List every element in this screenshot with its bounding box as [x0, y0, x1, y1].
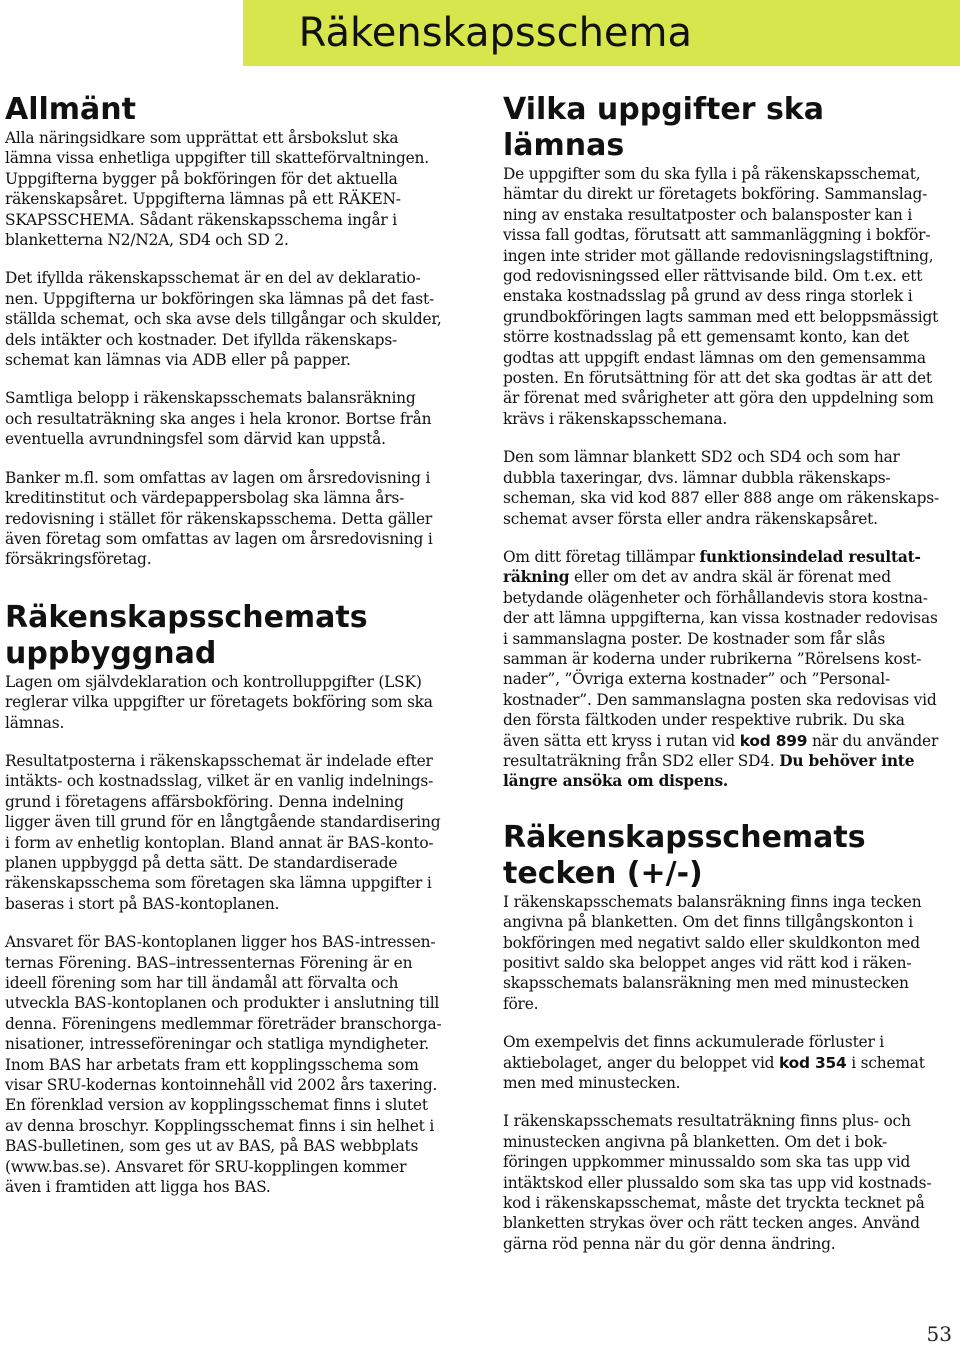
text-line: föringen uppkommer minussaldo som ska tas upp vid: [503, 1153, 911, 1172]
text-line: intäkts- och kostnadsslag, vilket är en vanlig indelnings-: [5, 772, 434, 791]
text-line: Resultatposterna i räkenskapsschemat är indelade efter: [5, 751, 433, 770]
text-line: utveckla BAS-kontoplanen och produkter i anslutning till: [5, 994, 440, 1013]
text-line: blanketten strykas över och rätt tecken anges. Använd: [503, 1214, 920, 1233]
bold-note: längre ansöka om dispens.: [503, 772, 729, 791]
text-line: men med minustecken.: [503, 1074, 681, 1093]
text-line: och resultaträkning ska anges i hela kronor. Bortse från: [5, 409, 432, 428]
text-line: Samtliga belopp i räkenskapsschemats balansräkning: [5, 389, 416, 408]
text-line: grundbokföringen lagts samman med ett beloppsmässigt: [503, 307, 939, 326]
text-line: denna. Föreningens medlemmar företräder branschorga-: [5, 1014, 442, 1033]
text-line: räkenskapsschema som företagen ska lämna uppgifter i: [5, 874, 432, 893]
text-line: betydande olägenheter och förhållandevis stora kostna-: [503, 588, 928, 607]
text-line: I räkenskapsschemats resultaträkning finns plus- och: [503, 1112, 911, 1131]
paragraph: [5, 932, 457, 1197]
text-line: positivt saldo ska beloppet anges vid rätt kod i räken-: [503, 954, 912, 972]
paragraph: [5, 672, 457, 733]
text-line: der att lämna uppgifterna, kan vissa kostnader redovisas: [503, 609, 938, 628]
text-line: i sammanslagna poster. De kostnader som får slås: [503, 629, 886, 648]
text-line: minustecken angivna på blanketten. Om det i bok-: [503, 1132, 888, 1151]
text-line: enstaka kostnadsslag på grund av dess ringa storlek i: [503, 287, 913, 306]
text-line: ideell förening som har till ändamål att förvalta och: [5, 974, 399, 992]
text-line: dels intäkter och kostnader. Det ifyllda räkenskaps-: [5, 330, 398, 349]
text-line: scheman, ska vid kod 887 eller 888 ange om räkenskaps-: [503, 489, 939, 508]
text-line: den första fältkoden under respektive rubrik. Du ska: [503, 711, 905, 730]
section-heading-what-to-submit: Vilka uppgifter ska lämnas: [503, 92, 824, 163]
text-line: även sätta ett kryss i rutan vid kod 899 när du använder: [503, 731, 939, 750]
heading-line: tecken (+/-): [503, 855, 703, 891]
text-line: Om exempelvis det finns ackumulerade förluster i: [503, 1033, 885, 1052]
text-line: grund i företagens affärsbokföring. Denna indelning: [5, 792, 404, 811]
text-line: större kostnadsslag på ett gemensamt konto, kan det: [503, 328, 909, 347]
code-reference: kod 354: [779, 1053, 847, 1072]
text-line: Alla näringsidkare som upprättat ett årsbokslut ska: [5, 129, 399, 147]
text-line: hämtar du direkt ur företagets bokföring. Sammanslag-: [503, 185, 928, 204]
text-line: (www.bas.se). Ansvaret för SRU-kopplingen kommer: [5, 1157, 407, 1176]
text-line: vissa fall godtas, förutsatt att sammanläggning i bokför-: [503, 226, 931, 245]
text-line: lämna vissa enhetliga uppgifter till skatteförvaltningen.: [5, 149, 429, 168]
text-line: kostnader”. Den sammanslagna posten ska redovisas vid: [503, 690, 937, 709]
text-line: schemat avser första eller andra räkenskapsåret.: [503, 509, 878, 528]
text-line: redovisning i stället för räkenskapsschema. Detta gäller: [5, 509, 433, 528]
section-heading-structure: [5, 600, 457, 672]
text-line: nen. Uppgifterna ur bokföringen ska lämnas på det fast-: [5, 289, 434, 308]
text-line: krävs i räkenskapsschemana.: [503, 409, 728, 428]
text-line: ternas Förening. BAS–intressenternas Förening är en: [5, 953, 413, 972]
text-line: skapsschemats balansräkning men med minustecken: [503, 974, 909, 993]
text-line: angivna på blanketten. Om det finns tillgångskonton i: [503, 913, 914, 932]
text-lines: [503, 588, 955, 731]
text-line: räkning eller om det av andra skäl är förenat med: [503, 568, 891, 587]
bold-note: Du behöver inte: [779, 751, 915, 770]
text-line: kreditinstitut och värdepappersbolag ska lämna års-: [5, 489, 405, 508]
right-column: [503, 92, 955, 1254]
text-line: planen uppbyggd på detta sätt. De standardiserade: [5, 853, 398, 872]
text-line: De uppgifter som du ska fylla i på räkenskapsschemat,: [503, 165, 921, 183]
paragraph: [503, 447, 955, 529]
text-line: Lagen om självdeklaration och kontrolluppgifter (LSK): [5, 672, 422, 691]
text-line: blanketterna N2/N2A, SD4 och SD 2.: [5, 231, 289, 250]
text-line: I räkenskapsschemats balansräkning finns inga tecken: [503, 892, 922, 911]
text-line: även företag som omfattas av lagen om årsredovisning i: [5, 529, 433, 548]
text-line: Ansvaret för BAS-kontoplanen ligger hos BAS-intressen-: [5, 933, 436, 952]
paragraph-functional-income-statement: [503, 547, 955, 792]
text-line: bokföringen med negativt saldo eller skuldkonton med: [503, 933, 920, 952]
text-line: ställda schemat, och ska avse dels tillgångar och skulder,: [5, 310, 442, 329]
text-line: nisationer, intresseföreningar och statliga myndigheter.: [5, 1035, 429, 1054]
text-line: posten. En förutsättning för att det ska godtas är att det: [503, 369, 932, 388]
paragraph: [503, 892, 955, 1014]
paragraph: [5, 468, 457, 570]
page-number: 53: [926, 1322, 952, 1346]
text-line: Uppgifterna bygger på bokföringen för det aktuella: [5, 169, 398, 188]
text-line: reglerar vilka uppgifter ur företagets bokföring som ska: [5, 693, 433, 712]
text-line: före.: [503, 994, 539, 1013]
heading-line: Räkenskapsschemats: [5, 599, 368, 635]
text-line: Det ifyllda räkenskapsschemat är en del av deklaratio-: [5, 269, 421, 288]
text-line: visar SRU-kodernas kontoinnehåll vid 2002 års taxering.: [5, 1076, 438, 1095]
text-line: baseras i stort på BAS-kontoplanen.: [5, 894, 280, 913]
text-line: aktiebolaget, anger du beloppet vid kod 354 i schemat: [503, 1053, 925, 1072]
text-line: kod i räkenskapsschemat, måste det tryckta tecknet på: [503, 1194, 925, 1213]
text-line: godtas att uppgift endast lämnas om den gemensamma: [503, 348, 926, 367]
bold-term: räkning: [503, 568, 570, 587]
paragraph: [503, 1111, 955, 1254]
text-line: är förenat med svårigheter att göra den uppdelning som: [503, 389, 934, 408]
text-line: ning av enstaka resultatposter och balansposter kan i: [503, 205, 913, 224]
text-line: gärna röd penna när du gör denna ändring.: [503, 1234, 836, 1253]
text-line: En förenklad version av kopplingsschemat finns i slutet: [5, 1096, 428, 1115]
bold-term: funktionsindelad resultat-: [699, 547, 921, 566]
text-line: Den som lämnar blankett SD2 och SD4 och som har: [503, 448, 900, 467]
paragraph: [5, 751, 457, 914]
section-heading-general: Allmänt: [5, 92, 136, 127]
paragraph: [503, 1032, 955, 1093]
text-line: ingen inte strider mot gällande redovisningslagstiftning,: [503, 246, 934, 265]
text-line: god redovisningssed eller rättvisande bild. Om t.ex. ett: [503, 267, 923, 286]
text-line: dubbla taxeringar, dvs. lämnar dubbla räkenskaps-: [503, 468, 891, 487]
text-line: i form av enhetlig kontoplan. Bland annat är BAS-konto-: [5, 833, 434, 852]
paragraph: [5, 388, 457, 449]
text-line: nader”, ”Övriga externa kostnader” och ”Personal-: [503, 670, 890, 689]
text-line: ligger även till grund för en långtgående standardisering: [5, 813, 441, 832]
text-line: även i framtiden att ligga hos BAS.: [5, 1178, 271, 1197]
title-banner: [243, 0, 960, 66]
text-line: SKAPSSCHEMA. Sådant räkenskapsschema ingår i: [5, 210, 397, 229]
text-line: schemat kan lämnas via ADB eller på papper.: [5, 351, 351, 370]
left-column: [5, 92, 457, 1197]
text-line: Banker m.fl. som omfattas av lagen om årsredovisning i: [5, 468, 431, 487]
text-line: räkenskapsåret. Uppgifterna lämnas på ett RÄKEN-: [5, 190, 401, 209]
heading-line: Räkenskapsschemats: [503, 819, 866, 855]
paragraph: [5, 268, 457, 370]
text-line: resultaträkning från SD2 eller SD4. Du behöver inte: [503, 751, 915, 770]
page-title: Räkenskapsschema: [298, 10, 692, 56]
text-line: intäktskod eller plussaldo som ska tas upp vid kostnads-: [503, 1173, 932, 1192]
paragraph: [503, 164, 955, 429]
text-line: av denna broschyr. Kopplingsschemat finns i sin helhet i: [5, 1116, 435, 1135]
text-line: BAS-bulletinen, som ges ut av BAS, på BAS webbplats: [5, 1137, 419, 1156]
text-line: Om ditt företag tillämpar funktionsindelad resultat-: [503, 547, 921, 566]
text-line: Inom BAS har arbetats fram ett kopplingsschema som: [5, 1055, 419, 1074]
text-line: samman är koderna under rubrikerna ”Rörelsens kost-: [503, 649, 922, 668]
text-line: försäkringsföretag.: [5, 550, 152, 569]
code-reference: kod 899: [739, 731, 808, 750]
paragraph: [5, 128, 457, 250]
heading-line: uppbyggnad: [5, 635, 217, 671]
section-heading-signs: [503, 820, 955, 892]
text-line: eventuella avrundningsfel som därvid kan uppstå.: [5, 430, 386, 449]
text-line: lämnas.: [5, 713, 65, 732]
